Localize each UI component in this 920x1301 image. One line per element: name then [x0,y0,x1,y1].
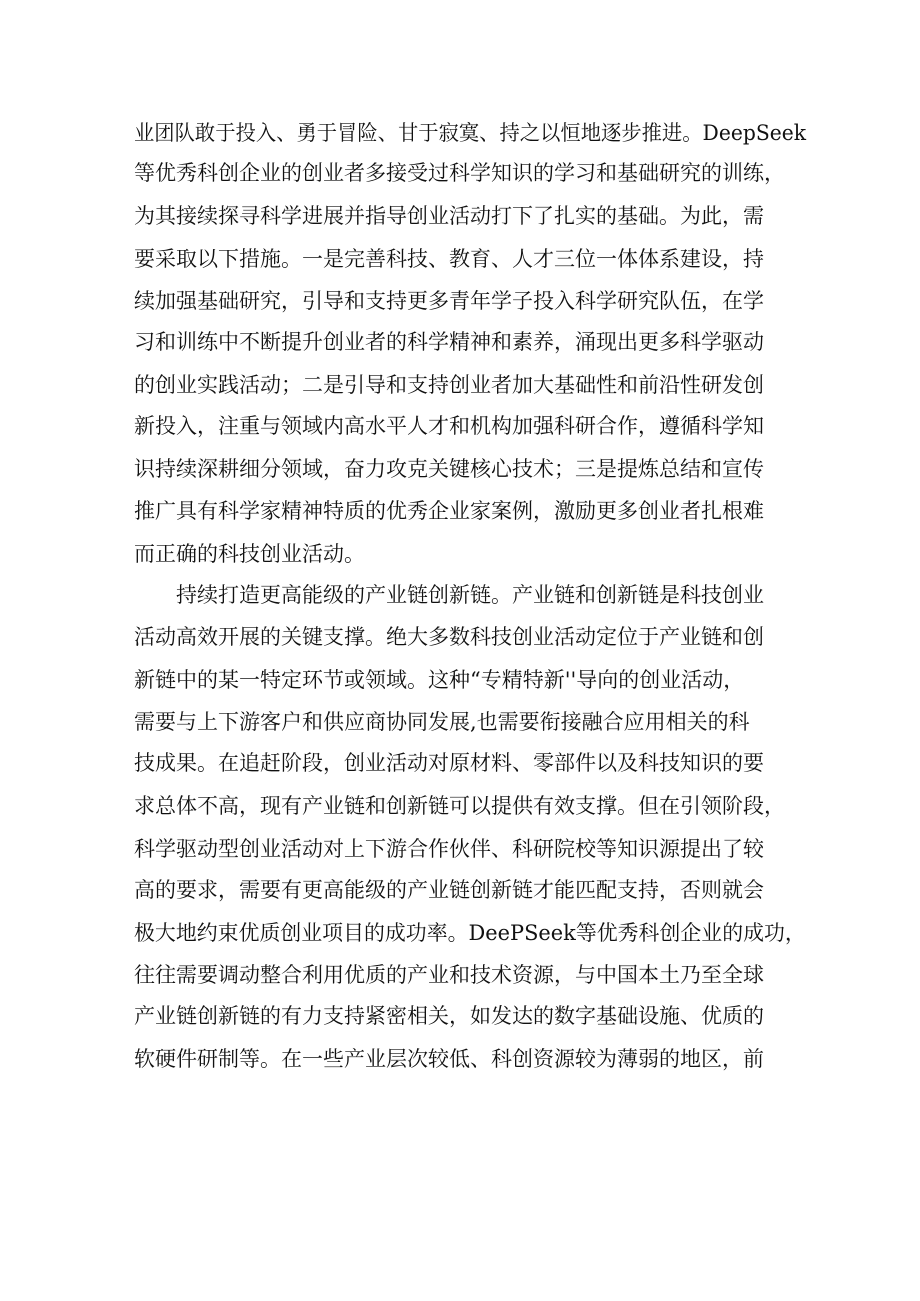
text-line: 习和训练中不断提升创业者的科学精神和素养，涌现出更多科学驱动 [134,330,764,354]
text-line: 软硬件研制等。在一些产业层次较低、科创资源较为薄弱的地区，前 [134,1047,764,1071]
text-line: 新链中的某一特定环节或领域。这种“专精特新''导向的创业活动， [134,668,745,692]
text-line: 往往需要调动整合利用优质的产业和技术资源，与中国本土乃至全球 [134,963,764,987]
text-line: 而正确的科技创业活动。 [134,542,365,566]
text-line: 持续打造更高能级的产业链创新链。产业链和创新链是科技创业 [176,583,764,607]
text-line: 活动高效开展的关键支撑。绝大多数科技创业活动定位于产业链和创 [134,625,764,649]
text-line: 新投入，注重与领域内高水平人才和机构加强科研合作，遵循科学知 [134,414,764,438]
text-line: 为其接续探寻科学进展并指导创业活动打下了扎实的基础。为此，需 [134,204,764,228]
text-line: 要采取以下措施。一是完善科技、教育、人才三位一体体系建设，持 [134,247,764,271]
text-line: 产业链创新链的有力支持紧密相关，如发达的数字基础设施、优质的 [134,1004,764,1028]
text-line: 识持续深耕细分领域，奋力攻克关键核心技术；三是提炼总结和宣传 [134,457,764,481]
text-line: 极大地约束优质创业项目的成功率。DeePSeek等优秀科创企业的成功， [134,921,806,945]
text-line: 等优秀科创企业的创业者多接受过科学知识的学习和基础研究的训练， [134,161,785,185]
text-line: 高的要求，需要有更高能级的产业链创新链才能匹配支持，否则就会 [134,878,764,902]
text-line: 业团队敢于投入、勇于冒险、甘于寂寞、持之以恒地逐步推进。DeepSeek [134,121,807,145]
text-line: 续加强基础研究，引导和支持更多青年学子投入科学研究队伍，在学 [134,289,764,313]
text-line: 求总体不高，现有产业链和创新链可以提供有效支撑。但在引领阶段， [134,794,785,818]
text-line: 的创业实践活动；二是引导和支持创业者加大基础性和前沿性研发创 [134,373,764,397]
text-line: 需要与上下游客户和供应商协同发展,也需要衔接融合应用相关的科 [134,710,750,734]
text-line: 技成果。在追赶阶段，创业活动对原材料、零部件以及科技知识的要 [134,751,764,775]
text-line: 推广具有科学家精神特质的优秀企业家案例，激励更多创业者扎根难 [134,499,764,523]
text-line: 科学驱动型创业活动对上下游合作伙伴、科研院校等知识源提出了较 [134,837,764,861]
